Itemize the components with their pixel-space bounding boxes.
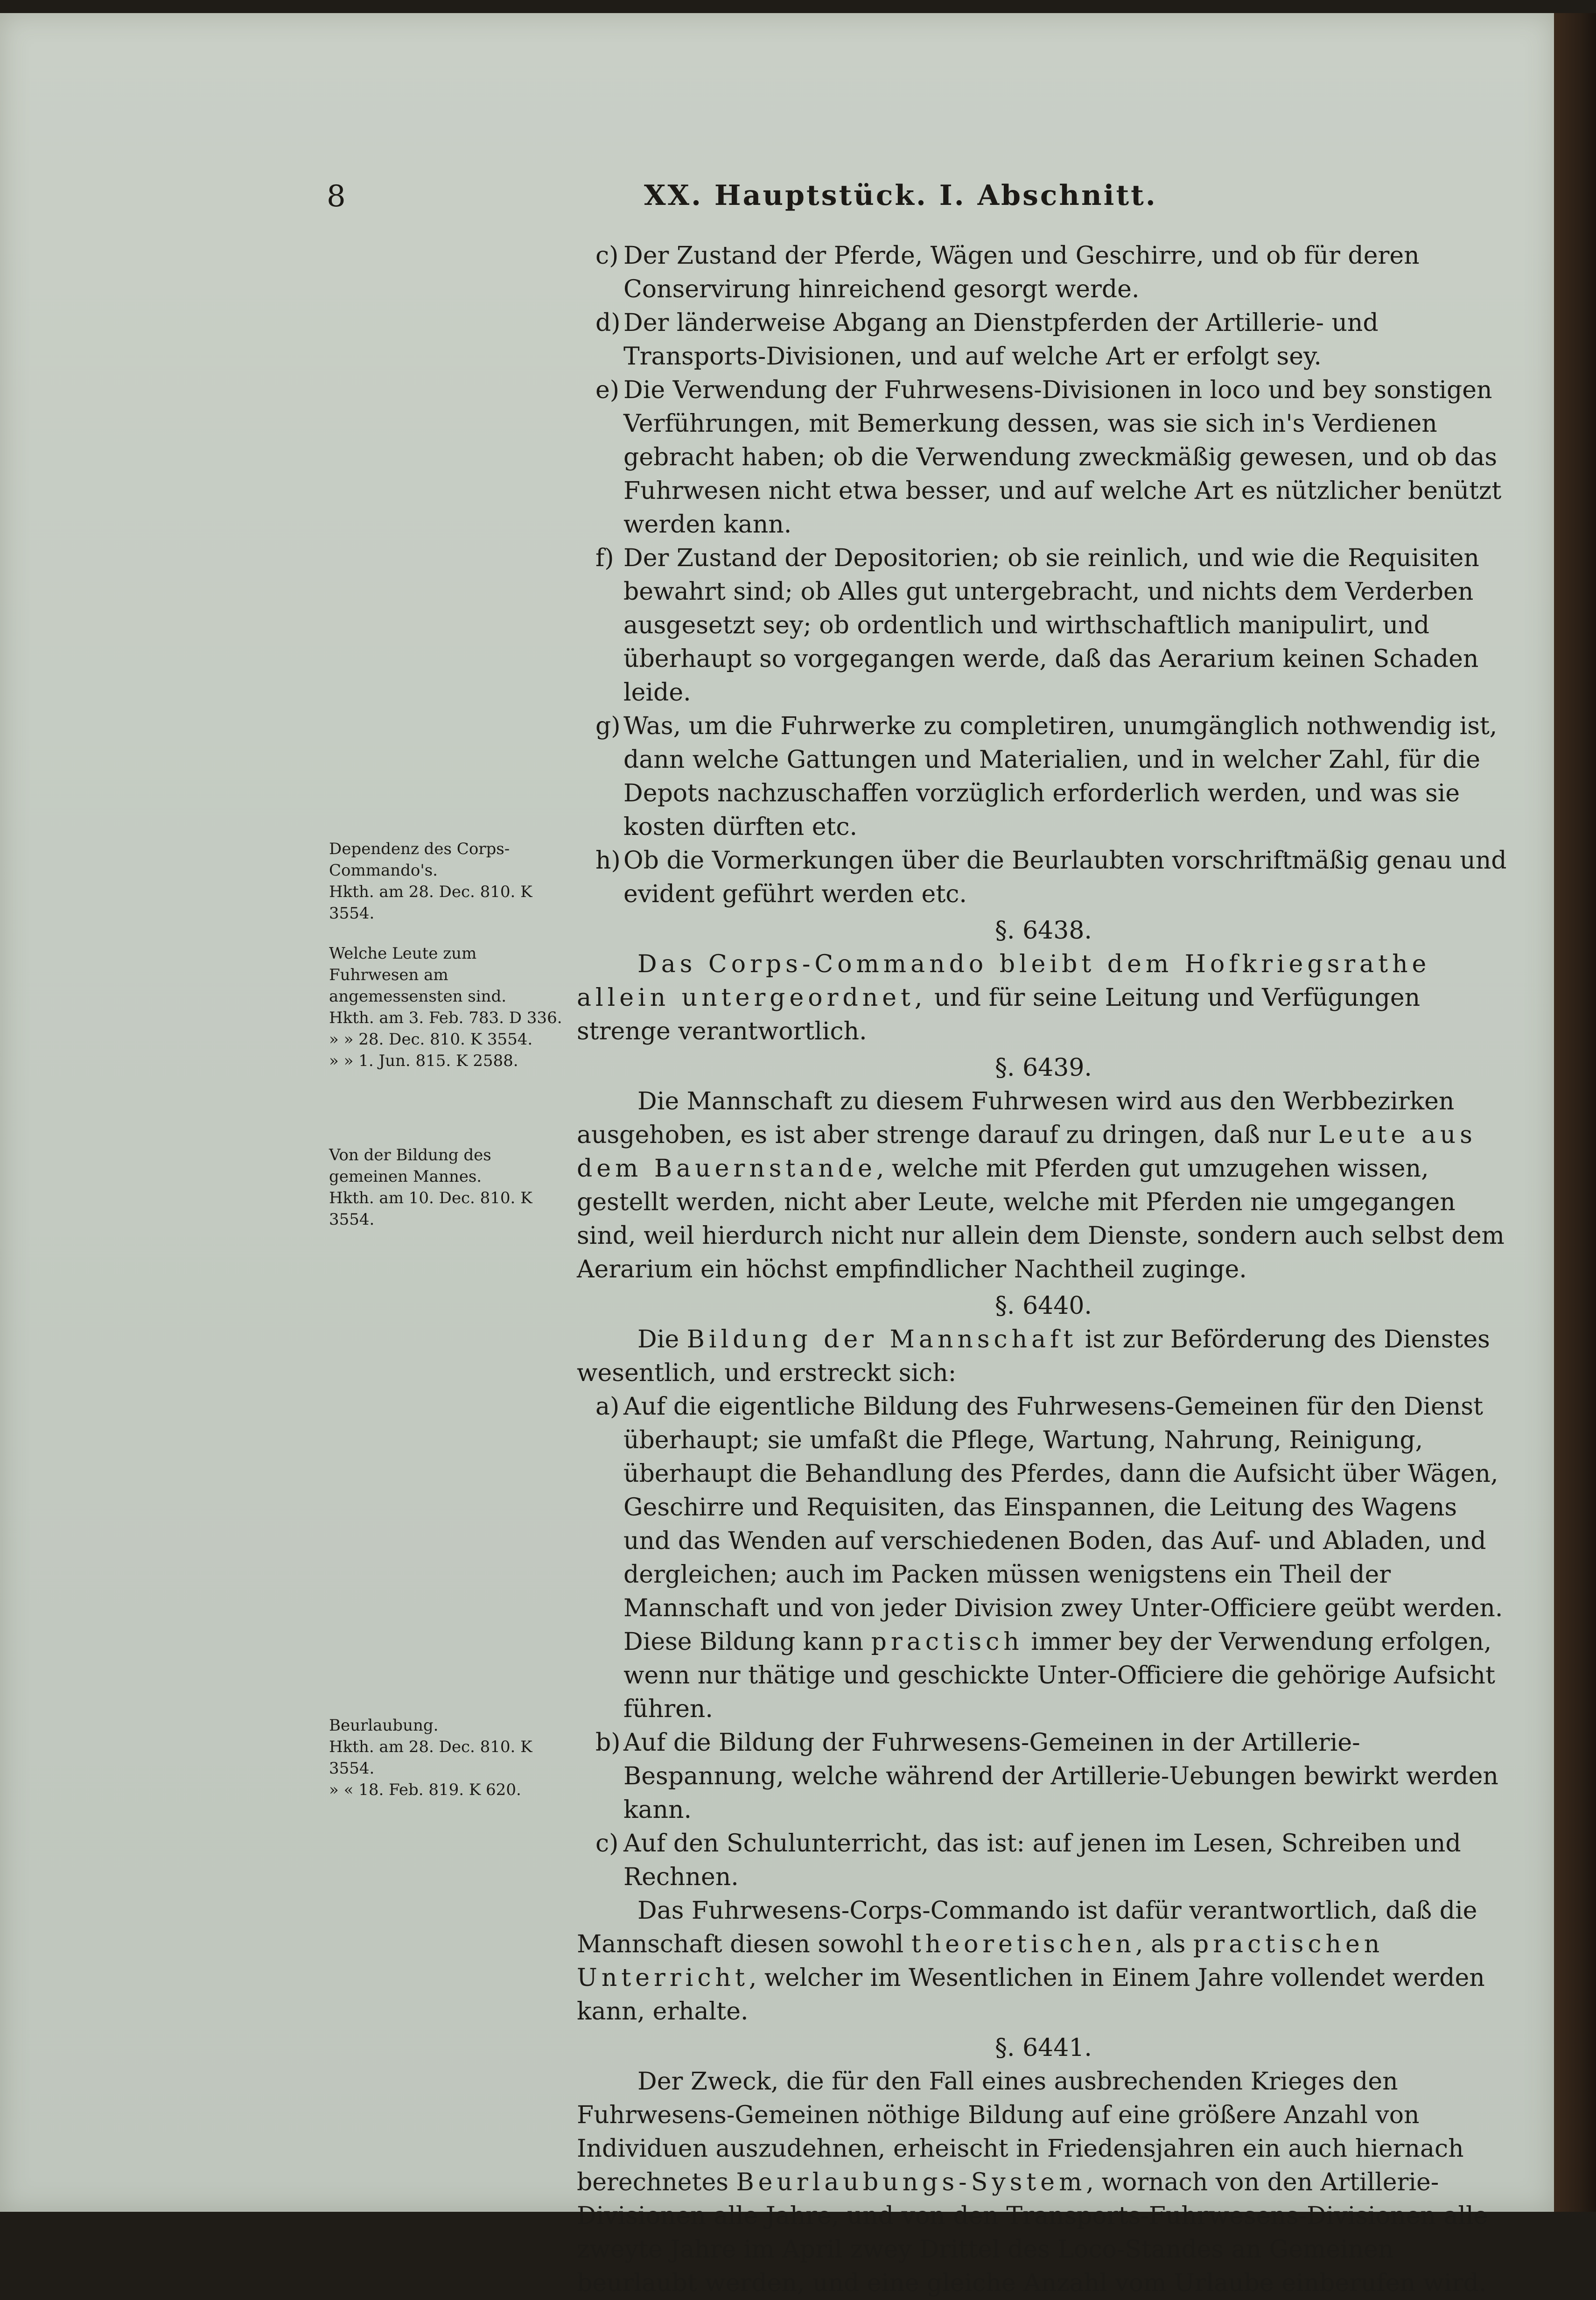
main-text bbox=[577, 239, 1510, 2300]
paragraph-6440-lead bbox=[577, 1323, 1510, 1390]
item-text: immer bey der Verwendung erfolgen, wenn nur thätige und geschickte Unter-Officiere die gehörige Aufsicht führen. bbox=[623, 1628, 1495, 1723]
item-label: g) bbox=[595, 712, 621, 740]
book-edge bbox=[1554, 13, 1596, 2212]
paragraph-6439 bbox=[577, 1085, 1510, 1286]
item-label: f) bbox=[595, 544, 614, 572]
paragraph-text: Das Fuhrwesens-Corps-Commando ist dafür verantwortlich, daß die Mannschaft diesen sowohl bbox=[577, 1897, 1477, 1958]
item-text: Auf die Bildung der Fuhrwesens-Gemeinen in der Artillerie-Bespannung, welche während der Artillerie-Uebungen bewirkt werden kann. bbox=[623, 1729, 1498, 1824]
item-label: d) bbox=[595, 309, 621, 337]
list-item bbox=[577, 306, 1510, 373]
margin-note-ref: Hkth. am 28. Dec. 810. K 3554. bbox=[329, 883, 532, 923]
item-label: c) bbox=[595, 1830, 619, 1858]
item-text: Ob die Vormerkungen über die Beurlaubten vorschriftmäßig genau und evident geführt werden etc. bbox=[623, 847, 1507, 908]
margin-note-ref: » » 28. Dec. 810. K 3554. bbox=[329, 1030, 533, 1049]
list-item bbox=[577, 239, 1510, 306]
item-text: Der länderweise Abgang an Dienstpferden der Artillerie- und Transports-Divisionen, und auf welche Art er erfolgt sey. bbox=[623, 309, 1379, 371]
margin-note-title: Welche Leute zum Fuhrwesen am angemessensten sind. bbox=[329, 944, 507, 1006]
section-heading-6440: §. 6440. bbox=[995, 1292, 1092, 1320]
paragraph-text: , wornach von den Artillerie-Divisionen alle Jahre, und von den Transports-Fuhrwesens-Divisionen alle zweyte Jahre im April zwey Drittel des Loco-Standes an Gemeinen beurlaubt werden, und eine gleiche Anzahl vom Urlaube einberufen wird. bbox=[577, 2168, 1488, 2297]
list-item-b bbox=[577, 1726, 1510, 1827]
margin-note-ref: » « 18. Feb. 819. K 620. bbox=[329, 1781, 521, 1799]
paragraph-6438 bbox=[577, 947, 1510, 1048]
margin-note-ref: Hkth. am 28. Dec. 810. K 3554. bbox=[329, 1738, 532, 1778]
spaced-text: theoretischen bbox=[911, 1930, 1136, 1958]
paragraph-text: Die Mannschaft zu diesem Fuhrwesen wird aus den Werbbezirken ausgehoben, es ist aber strenge darauf zu dringen, daß nur bbox=[577, 1087, 1455, 1149]
section-heading-6439: §. 6439. bbox=[995, 1054, 1092, 1082]
section-heading-6438: §. 6438. bbox=[995, 917, 1092, 945]
spaced-text: Beurlaubungs-System bbox=[736, 2168, 1086, 2196]
margin-note-title: Beurlaubung. bbox=[329, 1716, 439, 1735]
page-number: 8 bbox=[327, 179, 346, 214]
item-label: b) bbox=[595, 1729, 621, 1757]
margin-note-beurlaubung bbox=[329, 1715, 562, 1801]
item-label: c) bbox=[595, 242, 619, 270]
paragraph-6440-closing bbox=[577, 1894, 1510, 2028]
list-item bbox=[577, 844, 1510, 911]
list-item bbox=[577, 373, 1510, 541]
margin-note-title: Von der Bildung des gemeinen Mannes. bbox=[329, 1146, 491, 1186]
paragraph-text: , als bbox=[1135, 1930, 1193, 1958]
margin-note-title: Dependenz des Corps-Commando's. bbox=[329, 840, 510, 880]
spaced-text: Bildung der Mannschaft bbox=[686, 1325, 1078, 1353]
paragraph-text: , welche mit Pferden gut umzugehen wissen, gestellt werden, nicht aber Leute, welche mit Pferden nie umgegangen sind, weil hierdurch nicht nur allein dem Dienste, sondern auch selbst dem Aerarium ein höchst empfindlicher Nachtheil zuginge. bbox=[577, 1155, 1505, 1283]
paragraph-text: , welcher im Wesentlichen in Einem Jahre vollendet werden kann, erhalte. bbox=[577, 1964, 1485, 2026]
spaced-text: Das Corps-Commando bleibt dem Hofkriegsrathe allein untergeordnet, bbox=[577, 950, 1431, 1012]
margin-note-leute bbox=[329, 943, 562, 1072]
list-item bbox=[577, 709, 1510, 844]
item-text: Was, um die Fuhrwerke zu completiren, unumgänglich nothwendig ist, dann welche Gattungen und Materialien, und in welcher Zahl, für die Depots nachzuschaffen vorzüglich erforderlich werden, und was sie kosten dürften etc. bbox=[623, 712, 1498, 841]
list-item-a bbox=[577, 1390, 1510, 1726]
margin-note-bildung bbox=[329, 1144, 562, 1230]
margin-note-ref: » » 1. Jun. 815. K 2588. bbox=[329, 1052, 518, 1070]
page-header bbox=[0, 179, 1554, 226]
item-label: h) bbox=[595, 847, 621, 875]
item-text: Auf die eigentliche Bildung des Fuhrwesens-Gemeinen für den Dienst überhaupt; sie umfaßt die Pflege, Wartung, Nahrung, Reinigung, überhaupt die Behandlung des Pferdes, dann die Aufsicht über Wägen, Geschirre und Requisiten, das Einspannen, die Leitung des Wagens und das Wenden auf verschiedenen Boden, das Auf- und Abladen, und dergleichen; auch im Packen müssen wenigstens ein Theil der Mannschaft und von jeder Division zwey Unter-Officiere geübt werden. Diese Bildung kann bbox=[623, 1393, 1503, 1656]
item-text: Der Zustand der Depositorien; ob sie reinlich, und wie die Requisiten bewahrt sind; ob Alles gut untergebracht, und nichts dem Verderben ausgesetzt sey; ob ordentlich und wirthschaftlich manipulirt, und überhaupt so vorgegangen werde, daß das Aerarium keinen Schaden leide. bbox=[623, 544, 1479, 707]
margin-note-dependenz bbox=[329, 838, 562, 924]
list-item bbox=[577, 541, 1510, 709]
list-item-c bbox=[577, 1827, 1510, 1894]
paragraph-text: Die bbox=[637, 1325, 687, 1353]
spaced-text: practisch bbox=[871, 1628, 1023, 1656]
spaced-text: practischen Unterricht bbox=[577, 1930, 1384, 1992]
paragraph-6441 bbox=[577, 2065, 1510, 2300]
item-text: Auf den Schulunterricht, das ist: auf jenen im Lesen, Schreiben und Rechnen. bbox=[623, 1830, 1461, 1891]
spaced-text: Leute aus dem Bauernstande bbox=[577, 1121, 1477, 1183]
margin-note-ref: Hkth. am 3. Feb. 783. D 336. bbox=[329, 1009, 562, 1027]
item-label: e) bbox=[595, 376, 620, 404]
paragraph-text: Der Zweck, die für den Fall eines ausbrechenden Krieges den Fuhrwesens-Gemeinen nöthige Bildung auf eine größere Anzahl von Individuen auszudehnen, erheischt in Friedensjahren ein auch hiernach berechnetes bbox=[577, 2068, 1464, 2196]
paragraph-text: und für seine Leitung und Verfügungen strenge verantwortlich. bbox=[577, 984, 1421, 1045]
paragraph-text: ist zur Beförderung des Dienstes wesentlich, und erstreckt sich: bbox=[577, 1325, 1490, 1387]
section-heading-6441: §. 6441. bbox=[995, 2034, 1092, 2062]
item-label: a) bbox=[595, 1393, 620, 1421]
items-top-list bbox=[577, 239, 1510, 911]
margin-note-ref: Hkth. am 10. Dec. 810. K 3554. bbox=[329, 1189, 532, 1229]
running-title: XX. Hauptstück. I. Abschnitt. bbox=[644, 179, 1157, 212]
item-text: Der Zustand der Pferde, Wägen und Geschirre, und ob für deren Conservirung hinreichend gesorgt werde. bbox=[623, 242, 1420, 303]
item-text: Die Verwendung der Fuhrwesens-Divisionen in loco und bey sonstigen Verführungen, mit Bemerkung dessen, was sie sich in's Verdienen gebracht haben; ob die Verwendung zweckmäßig gewesen, und ob das Fuhrwesen nicht etwa besser, und auf welche Art es nützlicher benützt werden kann. bbox=[623, 376, 1502, 539]
